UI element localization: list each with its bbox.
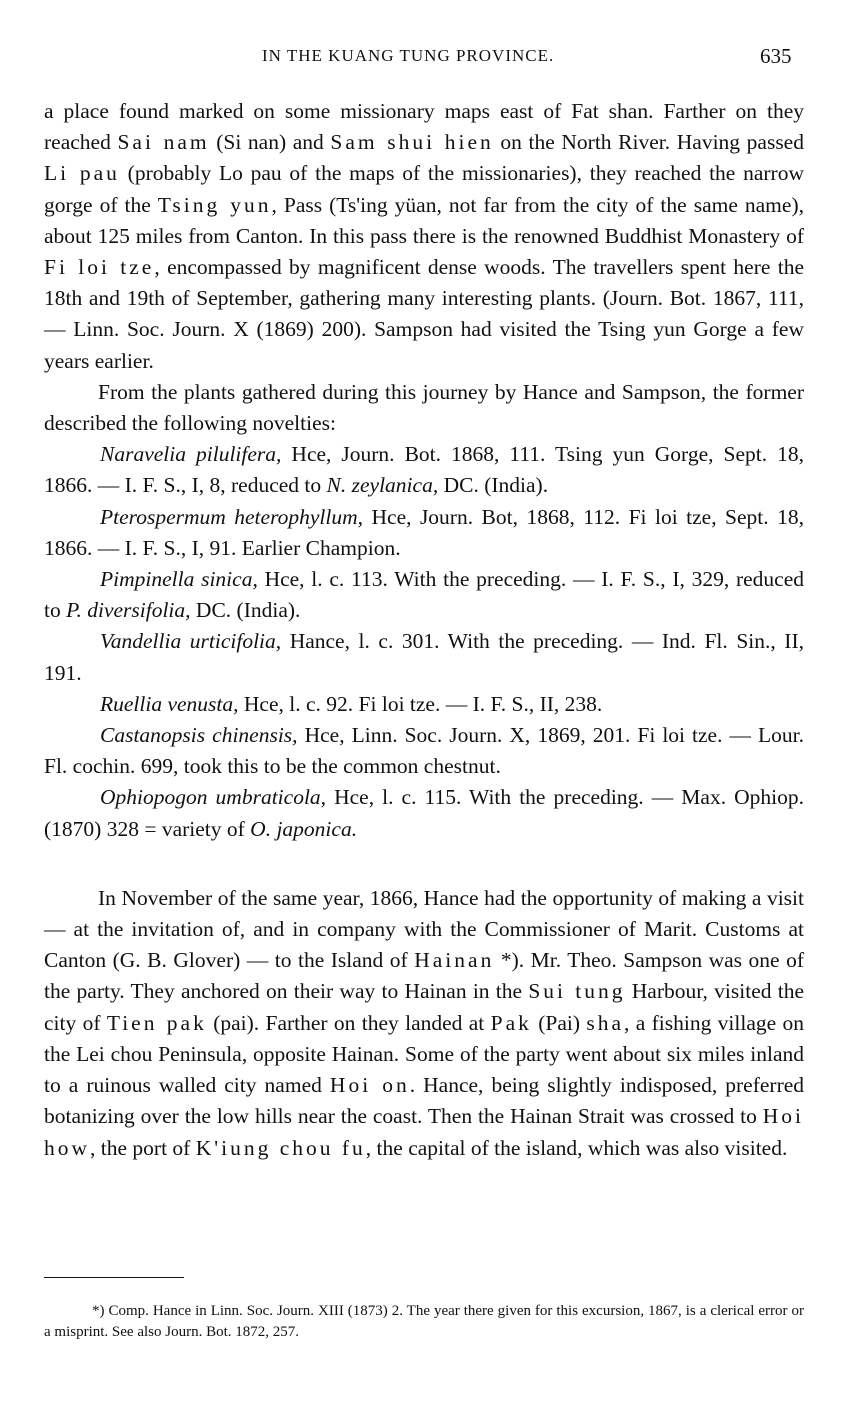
place-name: Hoi on	[329, 1073, 410, 1098]
species-entry	[44, 439, 804, 501]
text-run: Harbour, visited the city of	[44, 979, 805, 1035]
main-text	[44, 96, 804, 1164]
text-run: , Pass (Ts'ing yüan, not far from the city of the same name), about 125 miles from Canton. In this pass there is the renowned Buddhist Monastery of	[44, 192, 804, 248]
place-name: Li pau	[44, 161, 120, 186]
species-citation: Hce, Linn. Soc. Journ. X, 1869, 201. Fi loi tze. — Lour. Fl. cochin. 699, took this to be the common chestnut.	[44, 723, 804, 779]
species-name: Ruellia venusta,	[100, 691, 239, 716]
species-citation: Hce, l. c. 92. Fi loi tze. — I. F. S., II, 238.	[238, 691, 603, 716]
text-run: , encompassed by magnificent dense woods. The travellers spent here the 18th and 19th of September, gathering many interesting plants. (Journ. Bot. 1867, 111,— Linn. Soc. Journ. X (1869) 200). Sampson had visited the Tsing yun Gorge a few years earlier.	[44, 255, 805, 373]
place-name: Fi loi tze	[44, 255, 155, 280]
footnote-rule	[44, 1277, 184, 1278]
species-entry	[44, 720, 804, 782]
species-citation: DC. (India).	[438, 473, 549, 498]
species-entry	[44, 782, 804, 844]
species-entry	[44, 564, 804, 626]
species-citation: DC. (India).	[190, 598, 301, 623]
text-run: , a fishing village on the Lei chou Peninsula, opposite Hainan. Some of the party went about six miles inland to a ruinous walled city named	[44, 1010, 804, 1098]
place-name: K'iung chou fu	[195, 1135, 366, 1160]
species-name: N. zeylanica,	[326, 473, 439, 498]
text-run: (Si nan) and	[209, 130, 331, 155]
species-citation: Hce, Journ. Bot. 1868, 111. Tsing yun Gorge, Sept. 18, 1866. — I. F. S., I, 8, reduced to	[44, 442, 804, 498]
text-run: a place found marked on some missionary maps east of Fat shan. Farther on they reached	[44, 99, 804, 155]
page-number: 635	[760, 44, 792, 68]
place-name: Pak	[490, 1010, 532, 1035]
species-entry	[44, 689, 804, 720]
species-citation: Hance, l. c. 301. With the preceding. — Ind. Fl. Sin., II, 191.	[44, 629, 804, 685]
text-run: (pai). Farther on they landed at	[206, 1010, 491, 1035]
text-run: on the North River. Having passed	[493, 130, 804, 155]
place-name: Sam shui hien	[330, 130, 494, 155]
text-run: In November of the same year, 1866, Hance had the opportunity of making a visit — at the invitation of, and in company with the Commissioner of Marit. Customs at Canton (G. B. Glover) — to the Island of	[44, 885, 804, 973]
running-title: IN THE KUANG TUNG PROVINCE.	[262, 46, 555, 65]
species-citation: Hce, Journ. Bot, 1868, 112. Fi loi tze, Sept. 18, 1866. — I. F. S., I, 91. Earlier Champion.	[44, 504, 804, 560]
text-run: , the port of	[90, 1135, 196, 1160]
place-name: Sui tung	[528, 979, 626, 1004]
page-header	[0, 46, 850, 76]
paragraph-hainan-visit	[44, 883, 804, 1164]
footnote: *) Comp. Hance in Linn. Soc. Journ. XIII (1873) 2. The year there given for this excursion, 1867, is a clerical error or a misprint. See also Journ. Bot. 1872, 257.	[44, 1303, 804, 1340]
place-name: sha	[586, 1010, 624, 1035]
paragraph-journey	[44, 96, 804, 377]
place-name: Sai nam	[117, 130, 210, 155]
species-citation: Hce, l. c. 115. With the preceding. — Max. Ophiop. (1870) 328 = variety of	[44, 785, 804, 841]
species-entry	[44, 626, 804, 688]
species-name: Naravelia pilulifera,	[100, 442, 282, 467]
place-name: Tsing yun	[157, 192, 272, 217]
section-gap	[44, 845, 804, 883]
paragraph-novelties-intro: From the plants gathered during this journey by Hance and Sampson, the former described the following novelties:	[44, 379, 804, 436]
text-run: (Pai)	[531, 1010, 587, 1035]
species-name: Ophiopogon umbraticola,	[100, 785, 327, 810]
text-run: (probably Lo pau of the maps of the missionaries), they reached the narrow gorge of the	[44, 161, 804, 217]
place-name: Hoi how	[44, 1104, 804, 1160]
species-name: Vandellia urticifolia,	[100, 629, 282, 654]
text-run: , the capital of the island, which was also visited.	[365, 1135, 788, 1160]
species-name: Castanopsis chinensis,	[100, 723, 298, 748]
species-name: O. japonica.	[250, 816, 358, 841]
text-run: *). Mr. Theo. Sampson was one of the party. They anchored on their way to Hainan in the	[44, 948, 804, 1004]
species-name: Pterospermum heterophyllum,	[100, 504, 364, 529]
place-name: Tien pak	[106, 1010, 207, 1035]
species-name: Pimpinella sinica,	[100, 567, 258, 592]
species-name: P. diversifolia,	[66, 598, 191, 623]
species-entry	[44, 502, 804, 564]
text-run: . Hance, being slightly indisposed, preferred botanizing over the low hills near the coast. Then the Hainan Strait was crossed to	[44, 1073, 805, 1129]
species-citation: Hce, l. c. 113. With the preceding. — I. F. S., I, 329, reduced to	[44, 567, 804, 623]
place-name: Hainan	[414, 948, 495, 973]
